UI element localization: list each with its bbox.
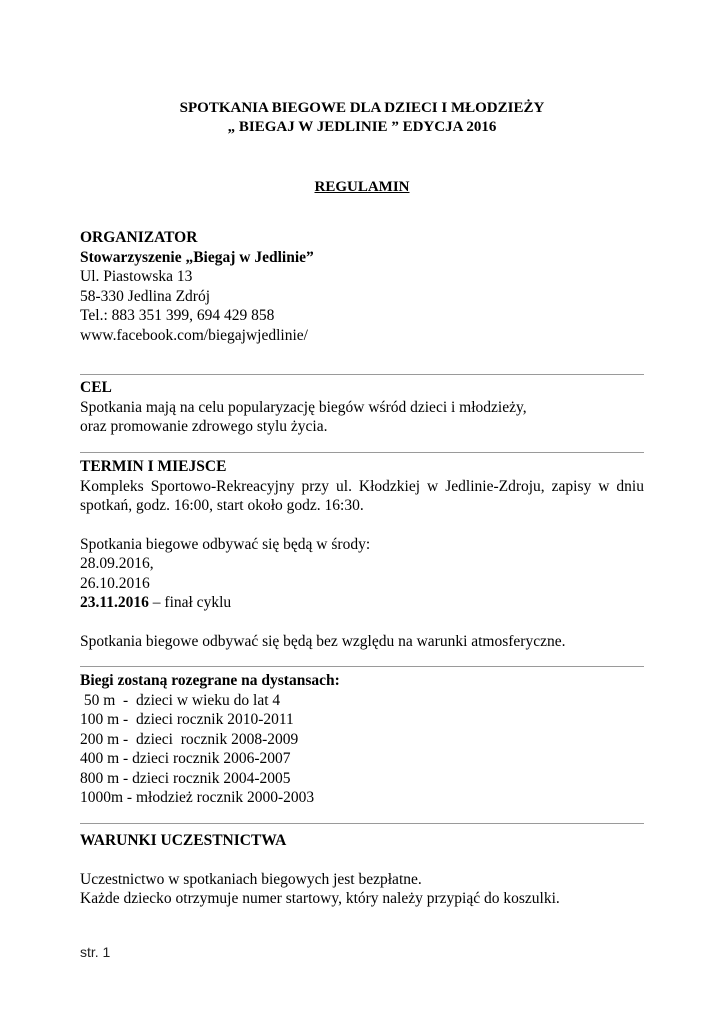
organizer-name: Stowarzyszenie „Biegaj w Jedlinie”: [80, 248, 314, 266]
distance-item: 800 m - dzieci rocznik 2004-2005: [80, 769, 291, 787]
date-item: 26.10.2016: [80, 574, 150, 592]
distance-item: 100 m - dzieci rocznik 2010-2011: [80, 711, 294, 728]
distances-heading: Biegi zostaną rozegrane na dystansach:: [80, 672, 340, 689]
cel-section: [80, 378, 644, 437]
distance-item: 400 m - dzieci rocznik 2006-2007: [80, 750, 291, 767]
final-date-note: – finał cyklu: [148, 594, 232, 611]
cel-heading: CEL: [80, 379, 112, 396]
title-line-2: „ BIEGAJ W JEDLINIE ” EDYCJA 2016: [227, 119, 497, 135]
organizer-section: [80, 228, 644, 345]
warunki-section: [80, 831, 644, 909]
organizer-street: Ul. Piastowska 13: [80, 268, 193, 285]
distances-section: [80, 671, 644, 808]
weather-note: Spotkania biegowe odbywać się będą bez względu na warunki atmosferyczne.: [80, 632, 566, 650]
document-page: [80, 0, 644, 1024]
final-date: 23.11.2016: [80, 594, 149, 611]
divider: [80, 666, 644, 667]
divider: [80, 823, 644, 824]
distance-item: 200 m - dzieci rocznik 2008-2009: [80, 730, 299, 748]
warunki-heading: WARUNKI UCZESTNICTWA: [80, 832, 287, 849]
termin-heading: TERMIN I MIEJSCE: [80, 458, 227, 475]
page-number: str. 1: [80, 944, 111, 960]
title-line-1: SPOTKANIA BIEGOWE DLA DZIECI I MŁODZIEŻY: [179, 100, 545, 116]
organizer-phone: Tel.: 883 351 399, 694 429 858: [80, 307, 275, 324]
organizer-heading: ORGANIZATOR: [80, 229, 198, 246]
divider: [80, 374, 644, 375]
termin-text: Kompleks Sportowo-Rekreacyjny przy ul. Kłodzkiej w Jedlinie-Zdroju, zapisy w dniu spotkań, godz. 16:00, start około godz. 16:30.: [80, 477, 644, 514]
termin-section: [80, 457, 644, 651]
dates-intro: Spotkania biegowe odbywać się będą w środy:: [80, 535, 371, 553]
warunki-text-line-2: Każde dziecko otrzymuje numer startowy, który należy przypiąć do koszulki.: [80, 890, 560, 907]
date-item: 28.09.2016,: [80, 555, 154, 572]
organizer-city: 58-330 Jedlina Zdrój: [80, 287, 211, 305]
divider: [80, 452, 644, 453]
final-date-line: [80, 593, 644, 613]
distance-item: 50 m - dzieci w wieku do lat 4: [80, 691, 281, 709]
cel-text-line-2: oraz promowanie zdrowego stylu życia.: [80, 418, 328, 435]
distance-item: 1000m - młodzież rocznik 2000-2003: [80, 789, 315, 806]
organizer-website: www.facebook.com/biegajwjedlinie/: [80, 326, 308, 344]
regulamin-heading: REGULAMIN: [314, 179, 410, 195]
warunki-text-line-1: Uczestnictwo w spotkaniach biegowych jest bezpłatne.: [80, 870, 422, 888]
cel-text-line-1: Spotkania mają na celu popularyzację biegów wśród dzieci i młodzieży,: [80, 398, 527, 416]
